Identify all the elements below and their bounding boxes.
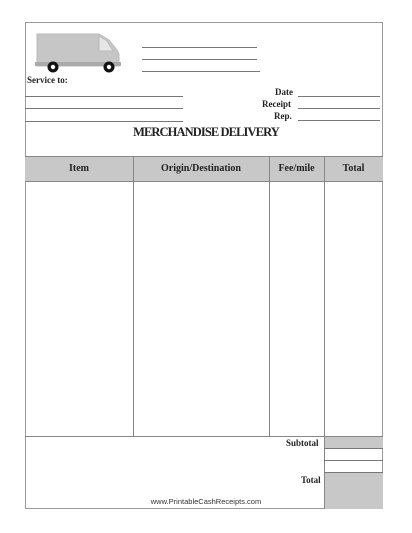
cell-divider (324, 448, 383, 449)
date-label: Date (275, 87, 293, 97)
total-label: Total (301, 475, 321, 485)
column-header-item: Item (69, 163, 89, 174)
rep-field[interactable] (298, 120, 380, 121)
service-to-line-1[interactable] (25, 96, 183, 97)
date-field[interactable] (298, 96, 380, 97)
receipt-label: Receipt (262, 99, 291, 109)
subtotal-label: Subtotal (286, 438, 319, 448)
service-to-line-3[interactable] (25, 121, 183, 122)
service-to-line-2[interactable] (25, 108, 183, 109)
column-header-total: Total (342, 163, 365, 174)
company-phone-line[interactable] (142, 71, 260, 72)
line-items-area[interactable] (25, 182, 383, 436)
cell-divider (324, 460, 383, 461)
delivery-van-icon (35, 32, 130, 74)
receipt-field[interactable] (298, 108, 380, 109)
company-name-line[interactable] (142, 47, 257, 48)
footer-website: www.PrintableCashReceipts.com (150, 497, 262, 506)
rep-label: Rep. (274, 111, 292, 121)
company-address-line[interactable] (142, 59, 257, 60)
document-title: MERCHANDISE DELIVERY (133, 125, 279, 139)
subtotal-cell[interactable] (325, 437, 383, 448)
column-header-fee-per-mile: Fee/mile (278, 163, 315, 174)
column-header-origin-destination: Origin/Destination (160, 163, 241, 174)
service-to-label: Service to: (27, 75, 68, 85)
